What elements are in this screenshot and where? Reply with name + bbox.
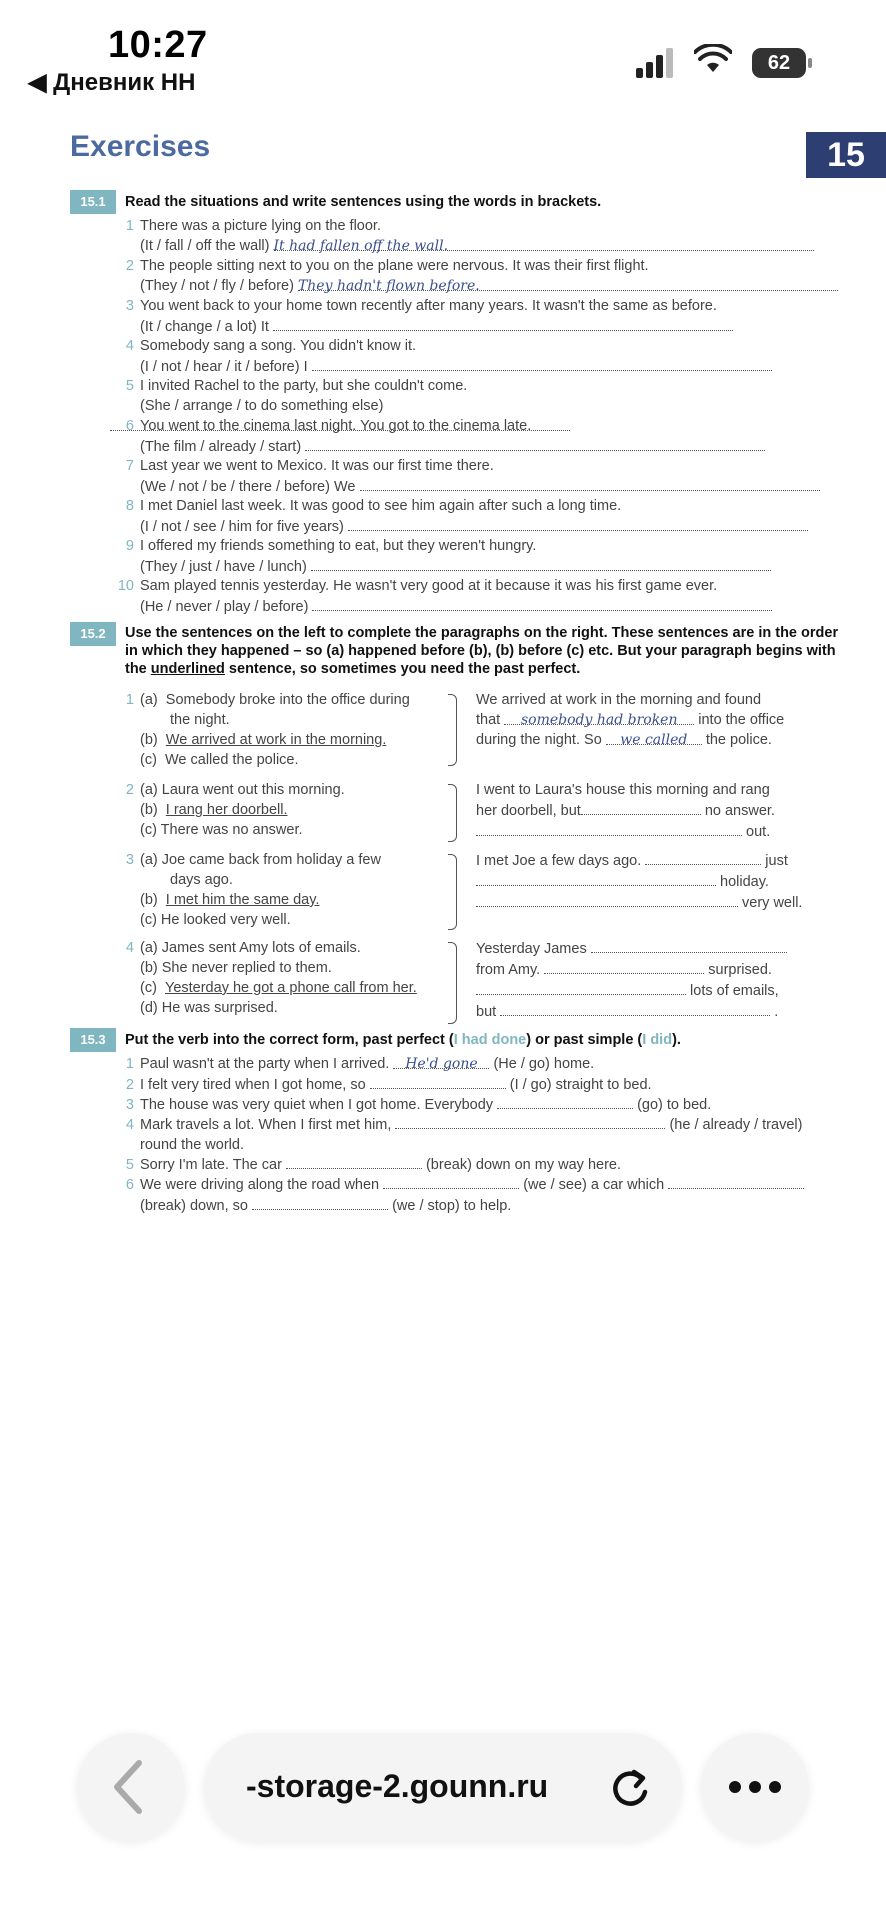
answer-field[interactable] [305, 436, 765, 451]
reload-button[interactable] [608, 1766, 652, 1810]
answer-field[interactable] [312, 596, 772, 611]
answer-field[interactable]: we called [606, 730, 702, 745]
exercise-15-1-item: 5 I invited Rachel to the party, but she couldn't come. (She / arrange / to do something else) [110, 376, 840, 437]
exercise-15-1-item: 7 Last year we went to Mexico. It was our first time there. (We / not / be / there / before) We [110, 456, 840, 497]
answer-field[interactable] [311, 556, 771, 571]
answer-field[interactable] [273, 316, 733, 331]
exercise-15-1-item: 2 The people sitting next to you on the plane were nervous. It was their first flight. (They / not / fly / before) They hadn't flown before. [110, 256, 840, 296]
exercise-15-2-item-3-right: I met Joe a few days ago. just holiday. very well. [476, 850, 836, 913]
exercise-15-1-item: 6 You went to the cinema last night. You got to the cinema late. (The film / already / start) [110, 416, 840, 457]
answer-field[interactable] [286, 1154, 422, 1169]
back-to-app-link[interactable]: ◀ Дневник НН [28, 69, 196, 96]
brace-divider [448, 942, 457, 1024]
battery-icon: 62 [752, 48, 806, 78]
answer-field[interactable] [252, 1195, 388, 1210]
answer-field[interactable] [668, 1174, 804, 1189]
answer-field[interactable] [476, 980, 686, 995]
answer-field[interactable] [476, 892, 738, 907]
answer-field[interactable] [395, 1114, 665, 1129]
answer-field[interactable] [348, 516, 808, 531]
exercise-15-2-item-4-right: Yesterday James from Amy. surprised. lots of emails, but . [476, 938, 836, 1022]
wifi-icon [694, 44, 736, 78]
section-heading: Put the verb into the correct form, past perfect (I had done) or past simple (I did). [125, 1032, 681, 1048]
answer-field[interactable] [476, 821, 742, 836]
answer-field[interactable] [581, 800, 701, 815]
exercise-15-3-item-6: 6 We were driving along the road when (we / see) a car which (break) down, so (we / stop) to help. [110, 1174, 840, 1216]
answer-field[interactable] [497, 1094, 633, 1109]
exercise-15-1-item: 9 I offered my friends something to eat, but they weren't hungry. (They / just / have / lunch) [110, 536, 840, 577]
exercise-15-2-item-4-left: 4 (a) James sent Amy lots of emails. (b) She never replied to them. (c) Yesterday he got a phone call from her. (d) He was surprised. [125, 940, 417, 1016]
answer-field[interactable] [370, 1074, 506, 1089]
answer-field[interactable] [312, 356, 772, 371]
chevron-left-icon [77, 1733, 185, 1841]
answer-field[interactable] [360, 476, 820, 491]
brace-divider [448, 784, 457, 842]
answer-field[interactable]: It had fallen off the wall. [274, 236, 814, 251]
answer-field[interactable]: somebody had broken [504, 710, 694, 725]
url-text[interactable]: -storage-2.gounn.ru [246, 1768, 549, 1804]
section-heading: Use the sentences on the left to complete the paragraphs on the right. These sentences are in the order in which they happened – so (a) happened before (b), (b) before (c) etc. But your paragraph begins with the underlined sentence, so sometimes you need the past perfect. [125, 625, 839, 677]
back-button[interactable] [77, 1733, 185, 1841]
section-badge: 15.3 [70, 1028, 116, 1052]
answer-field[interactable] [476, 871, 716, 886]
exercise-15-1-item: 1 There was a picture lying on the floor. (It / fall / off the wall) It had fallen off the wall. [110, 216, 840, 256]
exercise-15-2-item-1-right: We arrived at work in the morning and found that somebody had broken into the office during the night. So we called the police. [476, 692, 785, 748]
clock: 10:27 [108, 24, 208, 66]
exercise-15-2-item-2-right: I went to Laura's house this morning and rang her doorbell, but no answer. out. [476, 782, 775, 840]
answer-field[interactable] [544, 959, 704, 974]
exercise-15-1-item: 4 Somebody sang a song. You didn't know it. (I / not / hear / it / before) I [110, 336, 840, 377]
answer-field[interactable] [500, 1001, 770, 1016]
exercise-15-3-item-5: 5 Sorry I'm late. The car (break) down on my way here. [110, 1154, 840, 1175]
answer-field[interactable] [383, 1174, 519, 1189]
exercise-15-1-item: 8 I met Daniel last week. It was good to see him again after such a long time. (I / not / see / him for five years) [110, 496, 840, 537]
reload-icon [608, 1766, 652, 1810]
exercise-15-1-item: 3 You went back to your home town recently after many years. It wasn't the same as before. (It / change / a lot) It [110, 296, 840, 337]
unit-number-tab: 15 [806, 132, 886, 178]
answer-field[interactable]: They hadn't flown before. [298, 276, 838, 291]
answer-field[interactable] [645, 850, 761, 865]
section-badge: 15.1 [70, 190, 116, 214]
exercise-15-3-item-1: 1 Paul wasn't at the party when I arrived. He'd gone (He / go) home. [125, 1056, 595, 1072]
status-bar [0, 0, 886, 110]
section-heading: Read the situations and write sentences using the words in brackets. [125, 194, 602, 210]
exercise-15-1-item: 10 Sam played tennis yesterday. He wasn't very good at it because it was his first game ever. (He / never / play / before) [110, 576, 840, 617]
exercise-15-2-item-3-left: 3 (a) Joe came back from holiday a few days ago. (b) I met him the same day. (c) He looked very well. [125, 852, 381, 928]
exercise-15-3-item-3: 3 The house was very quiet when I got home. Everybody (go) to bed. [110, 1094, 840, 1115]
answer-field[interactable]: He'd gone [393, 1054, 489, 1069]
section-badge: 15.2 [70, 622, 116, 646]
exercise-15-3-item-2: 2 I felt very tired when I got home, so (I / go) straight to bed. [110, 1074, 840, 1095]
brace-divider [448, 694, 457, 766]
brace-divider [448, 854, 457, 930]
more-button[interactable] [701, 1733, 809, 1841]
exercise-15-3-item-4: 4 Mark travels a lot. When I first met him, (he / already / travel) round the world. [110, 1114, 840, 1155]
answer-field[interactable] [591, 938, 787, 953]
page-title: Exercises [70, 130, 211, 163]
exercise-15-2-item-2-left: 2 (a) Laura went out this morning. (b) I rang her doorbell. (c) There was no answer. [125, 782, 345, 838]
cellular-signal-icon [636, 44, 678, 78]
exercise-page [0, 110, 886, 1250]
exercise-15-2-item-1-left: 1 (a) Somebody broke into the office during the night. (b) We arrived at work in the morning. (c) We called the police. [125, 692, 410, 768]
more-dots-icon [701, 1733, 809, 1841]
